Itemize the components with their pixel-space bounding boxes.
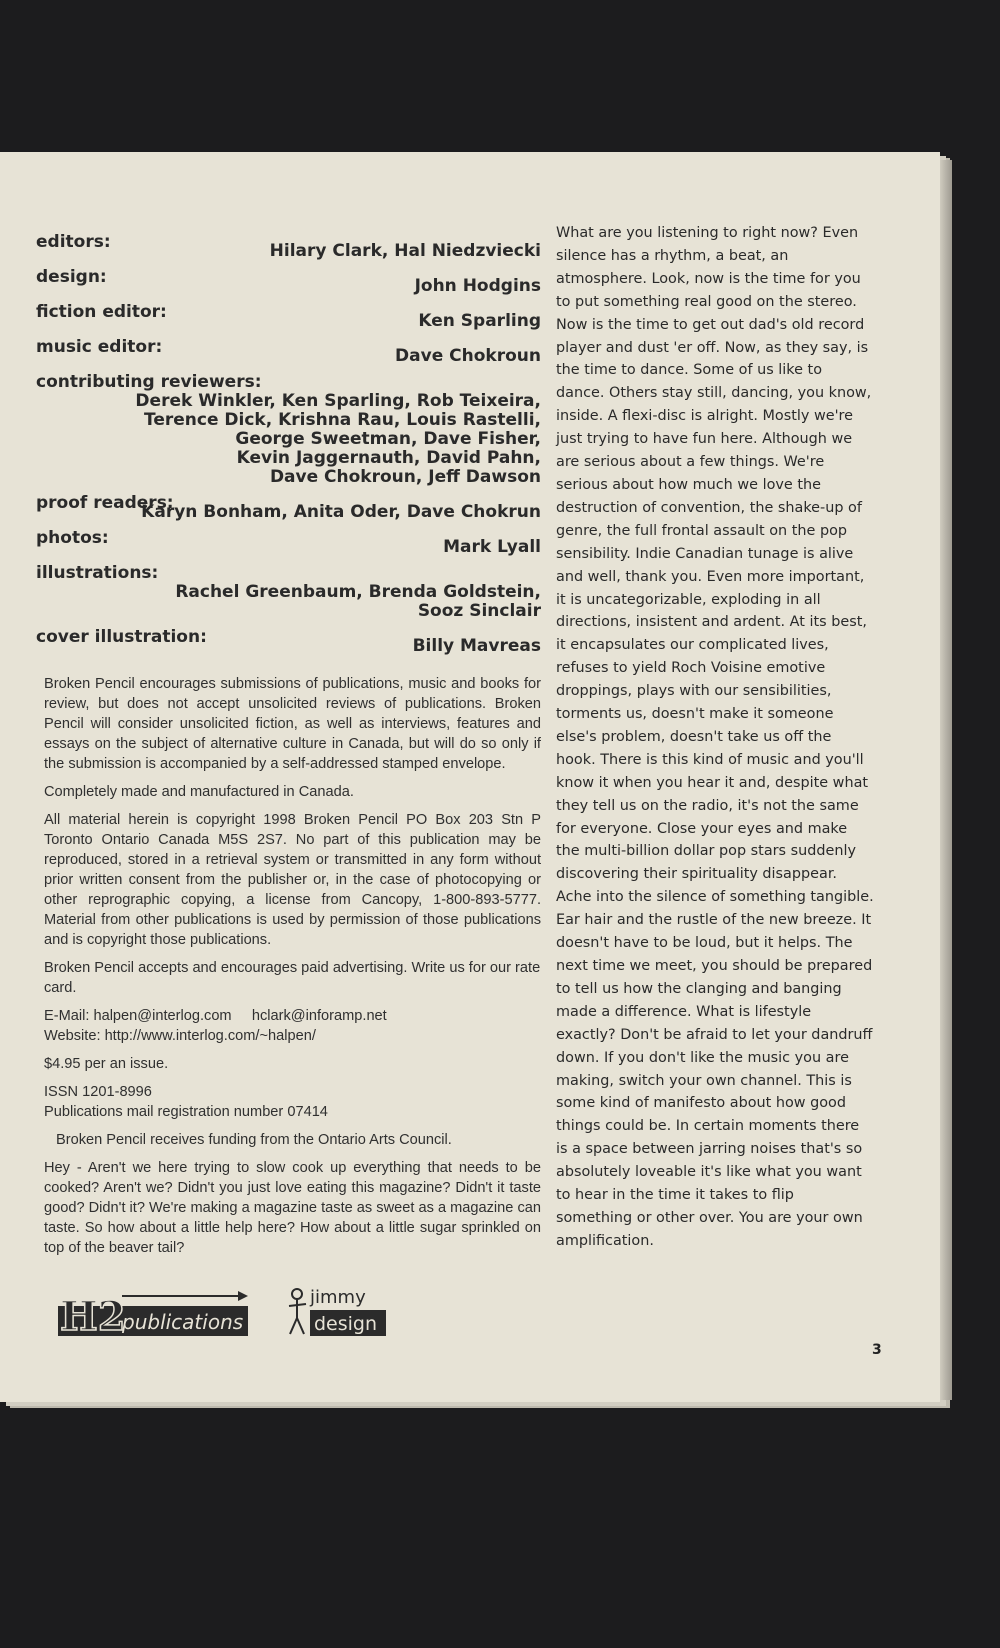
credit-names: Dave Chokroun bbox=[395, 346, 541, 366]
credit-entry bbox=[36, 528, 541, 557]
masthead-column bbox=[36, 232, 541, 1266]
credit-entry bbox=[36, 302, 541, 331]
jimmy-logo-top: jimmy bbox=[310, 1287, 366, 1308]
credit-label: illustrations: bbox=[36, 563, 159, 583]
contact-block bbox=[44, 1006, 541, 1046]
made-in-text: Completely made and manufactured in Canada. bbox=[44, 784, 354, 800]
credit-label: design: bbox=[36, 267, 107, 287]
h2-logo-text: H2 bbox=[60, 1293, 126, 1338]
credit-names: Mark Lyall bbox=[443, 537, 541, 557]
mail-registration-line: Publications mail registration number 07414 bbox=[44, 1104, 328, 1120]
credit-label: contributing reviewers: bbox=[36, 372, 262, 392]
credit-entry bbox=[36, 337, 541, 366]
issn-line: ISSN 1201-8996 bbox=[44, 1084, 152, 1100]
credit-names: Dave Chokroun, Jeff Dawson bbox=[269, 467, 541, 487]
page-edge bbox=[940, 160, 952, 1400]
credit-names: Kevin Jaggernauth, David Pahn, bbox=[236, 448, 541, 468]
credit-names: Derek Winkler, Ken Sparling, Rob Teixeira, bbox=[135, 391, 541, 411]
credit-label: photos: bbox=[36, 528, 109, 548]
publisher-logos bbox=[58, 1286, 388, 1338]
h2-logo-subtext: publications bbox=[122, 1310, 244, 1334]
credit-names: Ken Sparling bbox=[418, 311, 541, 331]
advertising-text: Broken Pencil accepts and encourages paid advertising. Write us for our rate card. bbox=[44, 960, 541, 996]
credit-entry bbox=[36, 232, 541, 261]
credit-names: John Hodgins bbox=[414, 276, 541, 296]
credit-names: George Sweetman, Dave Fisher, bbox=[235, 429, 541, 449]
credit-entry bbox=[36, 627, 541, 656]
credit-entry bbox=[36, 372, 541, 487]
email-line: E-Mail: halpen@interlog.com hclark@inforamp.net bbox=[44, 1008, 387, 1024]
registration-block bbox=[44, 1082, 541, 1122]
credit-label: editors: bbox=[36, 232, 111, 252]
credit-names: Karyn Bonham, Anita Oder, Dave Chokrun bbox=[141, 502, 541, 522]
credit-label: music editor: bbox=[36, 337, 163, 357]
credit-names: Billy Mavreas bbox=[412, 636, 541, 656]
jimmy-logo-bottom: design bbox=[314, 1313, 378, 1335]
manifesto-text: What are you listening to right now? Even silence has a rhythm, a beat, an atmosphere. Look, now is the time for you to put something real good on the stereo. Now is the time to get out dad's old record player and dust 'er off. Now, as they say, is the time to dance. Some of us like to dance. Others stay still, dancing, you know, inside. A flexi-disc is alright. Mostly we're just trying to have fun here. Although we are serious about a few things. We're serious about how much we love the destruction of convention, the shake-up of genre, the full frontal assault on the pop sensibility. Indie Canadian tunage is alive and well, thank you. Even more important, it is uncategorizable, exploding in all directions, insistent and ardent. At its best, it encapsulates our complicated lives, refuses to yield Roch Voisine emotive droppings, plays with our sensibilities, torments us, doesn't make it someone else's problem, doesn't take us off the hook. There is this kind of music and you'll know it when you hear it and, despite what they tell us on the radio, it's not the same for everyone. Close your eyes and make the multi-billion dollar pop stars suddenly discovering their spirituality disappear. Ache into the silence of something tangible. Ear hair and the rustle of the new breeze. It doesn't have to be loud, but it helps. The next time we meet, you should be prepared to tell us how the clanging and banging made a difference. What is lifestyle exactly? Don't be afraid to let your dandruff down. If you don't like the music you are making, switch your own channel. This is some kind of manifesto about how good things could be. In certain moments there is a space between jarring noises that's so absolutely loveable it's like what you want to hear in the time it takes to flip something or other over. You are your own amplification. bbox=[556, 225, 874, 1249]
credit-names: Sooz Sinclair bbox=[417, 601, 541, 621]
manifesto-column bbox=[556, 222, 874, 1253]
credit-label: proof readers: bbox=[36, 493, 174, 513]
hey-text: Hey - Aren't we here trying to slow cook up everything that needs to be cooked? Aren't we? Didn't you just love eating this magazine? Didn't it taste good? Didn't it? We're making a magazine taste as sweet as a magazine can taste. So how about a little help here? How about a little sugar sprinkled on top of the beaver tail? bbox=[44, 1160, 541, 1256]
price-text: $4.95 per an issue. bbox=[44, 1056, 169, 1072]
credit-entry bbox=[36, 267, 541, 296]
credit-entry bbox=[36, 563, 541, 621]
info-block bbox=[36, 674, 541, 1258]
credit-label: fiction editor: bbox=[36, 302, 167, 322]
website-line: Website: http://www.interlog.com/~halpen/ bbox=[44, 1028, 316, 1044]
credits-list bbox=[36, 232, 541, 656]
credit-names: Hilary Clark, Hal Niedzviecki bbox=[269, 241, 541, 261]
credit-names: Terence Dick, Krishna Rau, Louis Rastelli, bbox=[143, 410, 541, 430]
magazine-page bbox=[0, 152, 940, 1402]
credit-names: Rachel Greenbaum, Brenda Goldstein, bbox=[175, 582, 541, 602]
h2-publications-logo bbox=[58, 1286, 253, 1338]
funding-text: Broken Pencil receives funding from the Ontario Arts Council. bbox=[56, 1132, 452, 1148]
page-number: 3 bbox=[872, 1342, 882, 1358]
credit-label: cover illustration: bbox=[36, 627, 207, 647]
submissions-text: Broken Pencil encourages submissions of publications, music and books for review, but does not accept unsolicited reviews of publications. Broken Pencil will consider unsolicited fiction, as well as interviews, features and essays on the subject of alternative culture in Canada, but will do so only if the submission is accompanied by a self-addressed stamped envelope. bbox=[44, 676, 541, 772]
copyright-text: All material herein is copyright 1998 Broken Pencil PO Box 203 Stn P Toronto Ontario Canada M5S 2S7. No part of this publication may be reproduced, stored in a retrieval system or transmitted in any form without prior written consent from the publisher or, in the case of photocopying or other reprographic copying, a license from Cancopy, 1-800-893-5777. Material from other publications is used by permission of those publications and is copyright those publications. bbox=[44, 812, 541, 948]
jimmy-design-logo bbox=[288, 1286, 388, 1338]
credit-entry bbox=[36, 493, 541, 522]
